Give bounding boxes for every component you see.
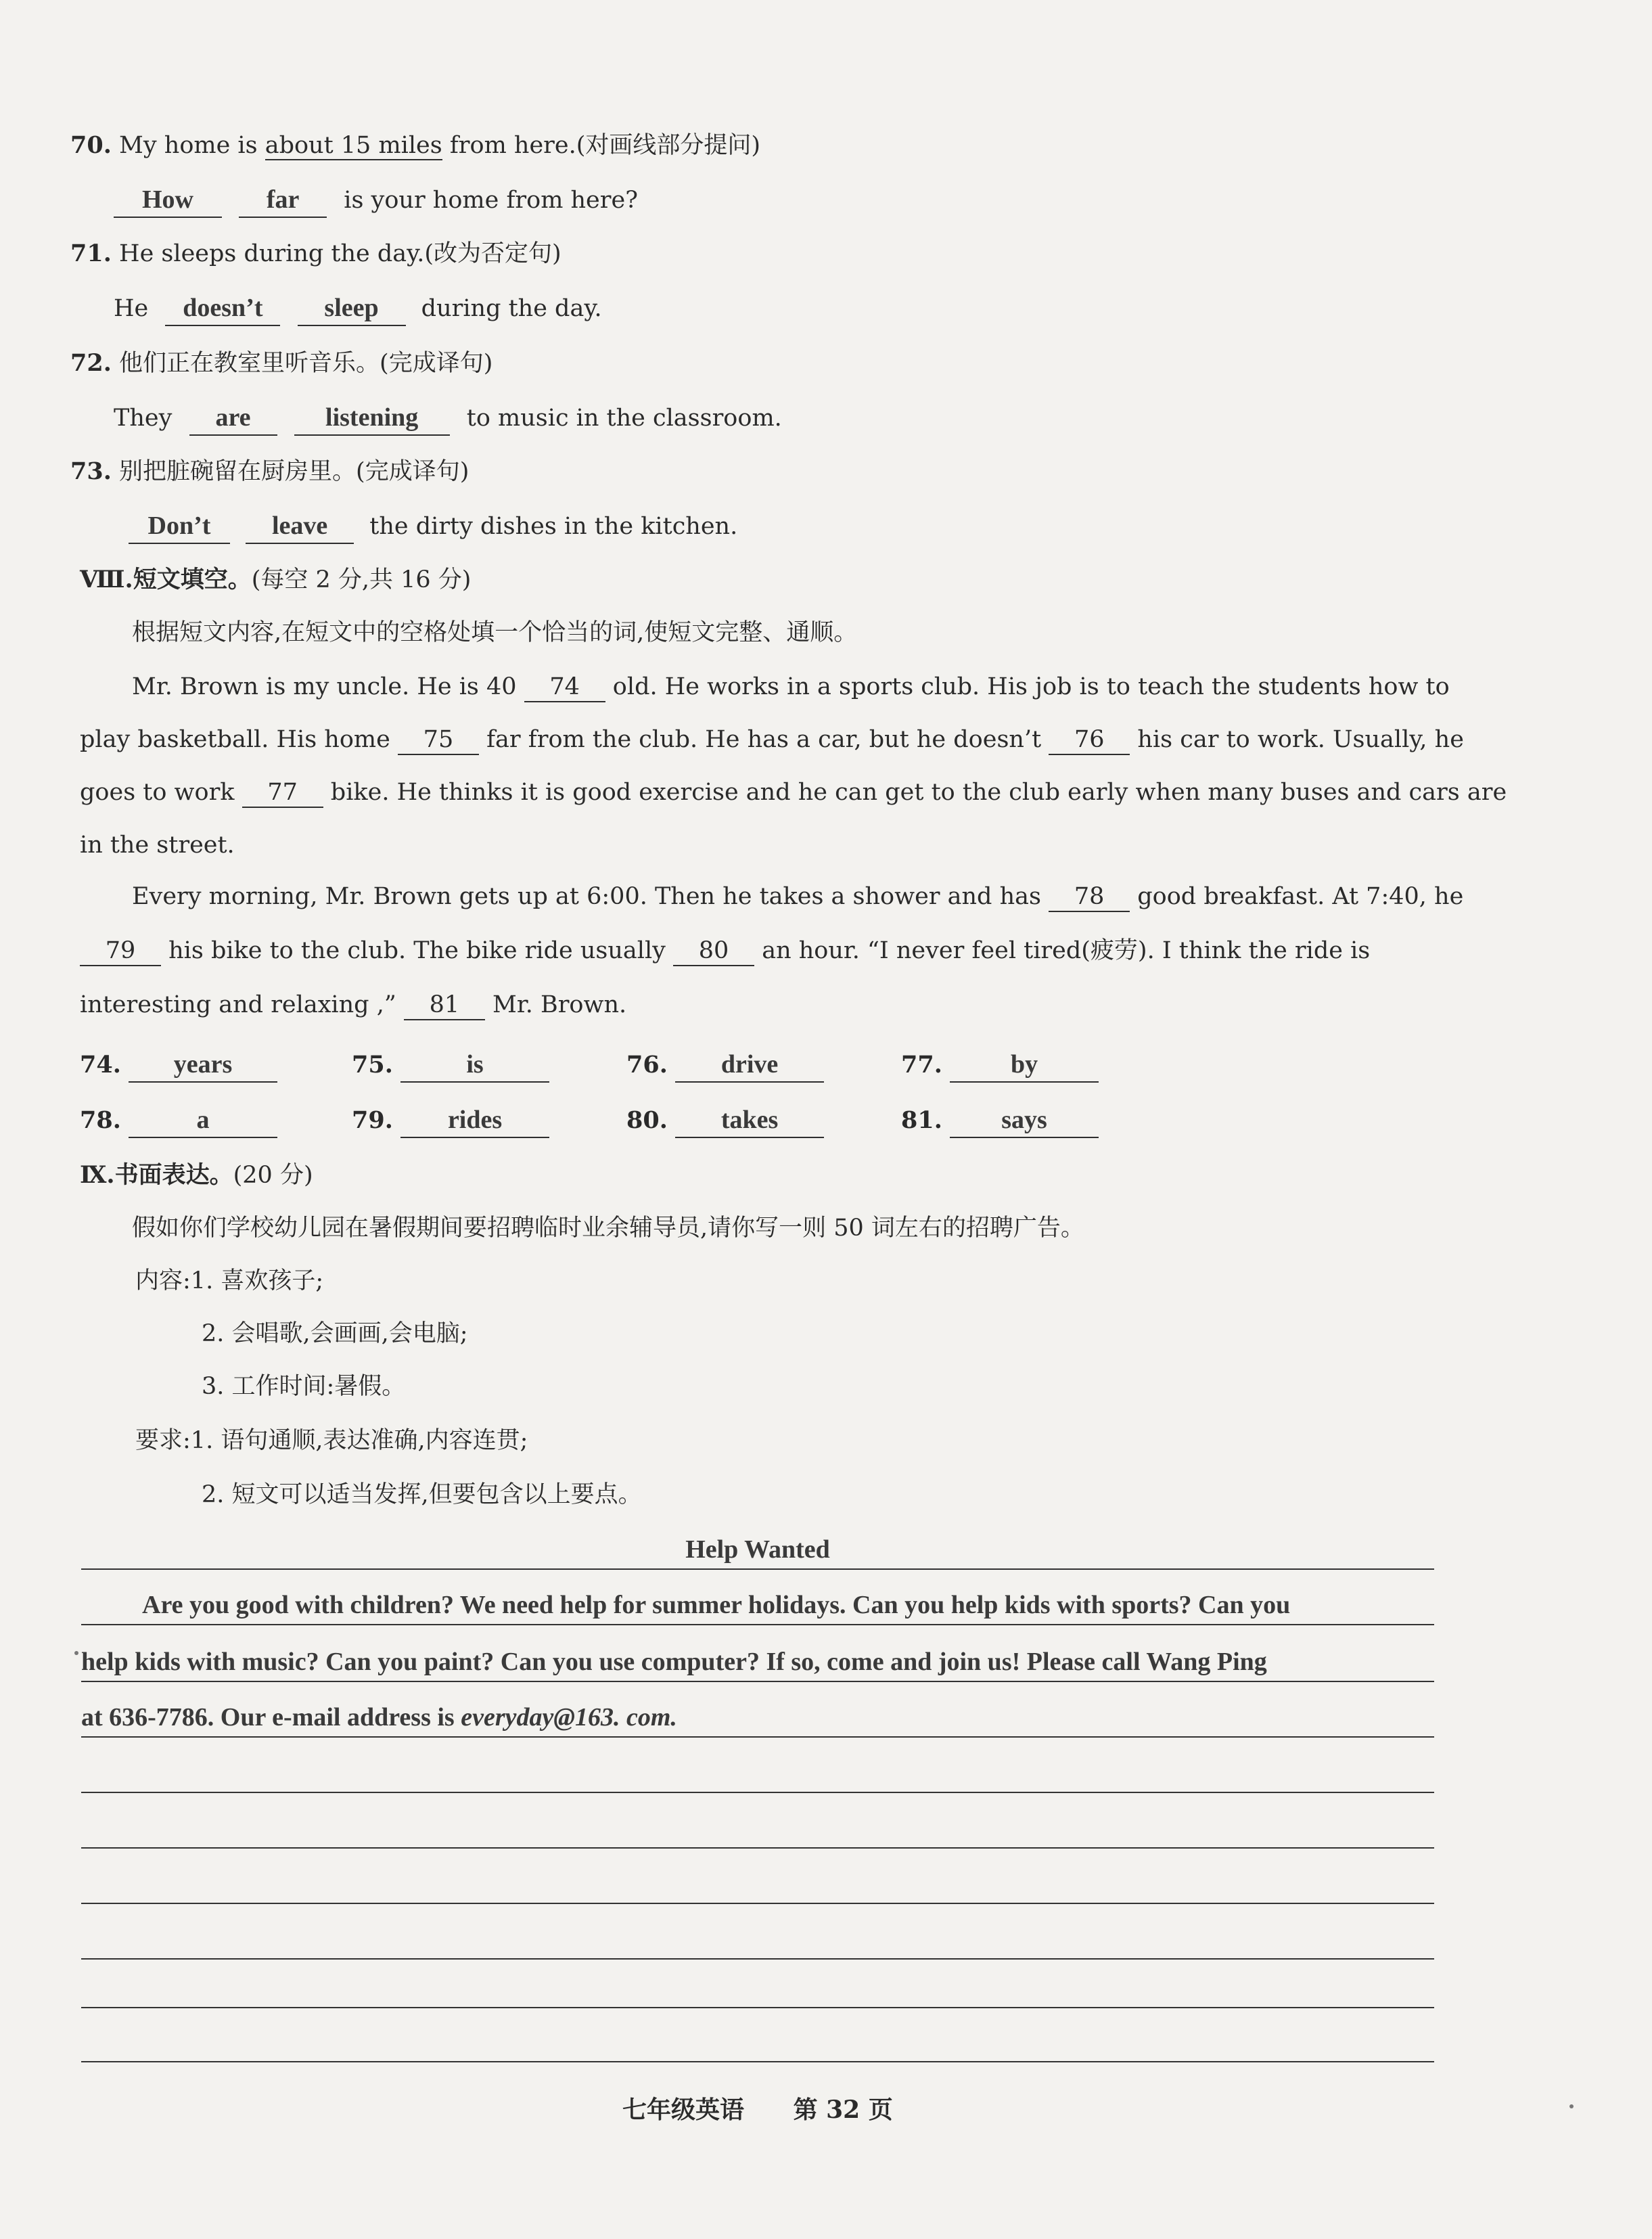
answer-value: by — [950, 1047, 1099, 1083]
blank-81: 81 — [404, 991, 485, 1020]
answer-value: rides — [400, 1103, 549, 1138]
q73-answer-line — [129, 509, 737, 544]
q72-answer-1: are — [189, 401, 277, 436]
passage-line-6 — [80, 934, 1370, 968]
blank-78: 78 — [1049, 882, 1130, 912]
writing-line — [81, 1736, 1434, 1738]
section-8-score: (每空 2 分,共 16 分) — [251, 566, 472, 593]
passage-line-2 — [80, 723, 1464, 756]
q70-answer-line — [114, 183, 638, 218]
answer-number: 77. — [901, 1051, 942, 1079]
q72-answer-2: listening — [294, 401, 450, 436]
q70-text-after: from here. — [442, 132, 576, 159]
answer-value: drive — [675, 1047, 824, 1083]
q71-number: 71. — [70, 240, 112, 267]
passage-text: an hour. “I never feel tired(疲劳). I think the ride is — [762, 937, 1371, 964]
passage-text: old. He works in a sports club. His job is to teach the students how to — [612, 673, 1450, 700]
content-item-3: 3. 工作时间:暑假。 — [202, 1373, 406, 1400]
q73-answer-2: leave — [246, 509, 354, 544]
q70-answer-1: How — [114, 183, 222, 218]
q73-text: 别把脏碗留在厨房里。(完成译句) — [119, 458, 469, 485]
content-item-2: 2. 会唱歌,会画画,会电脑; — [202, 1320, 468, 1347]
essay-line-1: Are you good with children? We need help for summer holidays. Can you help kids with sports? Can you — [142, 1591, 1291, 1619]
page-footer — [622, 2091, 893, 2125]
passage-line-7 — [80, 988, 626, 1022]
blank-76: 76 — [1049, 725, 1130, 755]
q72-tail: to music in the classroom. — [466, 405, 782, 432]
passage-line-4: in the street. — [80, 832, 235, 859]
section-9-prompt: 假如你们学校幼儿园在暑假期间要招聘临时业余辅导员,请你写一则 50 词左右的招聘广告。 — [132, 1215, 1084, 1242]
answer-number: 74. — [80, 1051, 121, 1079]
q70-instruction: (对画线部分提问) — [576, 132, 761, 159]
section-9-title: 书面表达。 — [114, 1161, 233, 1189]
passage-text: his car to work. Usually, he — [1137, 726, 1464, 753]
passage-line-5 — [132, 880, 1463, 913]
passage-text: good breakfast. At 7:40, he — [1137, 883, 1464, 910]
q70-underlined-phrase: about 15 miles — [265, 132, 442, 159]
passage-text: bike. He thinks it is good exercise and he can get to the club early when many buses and cars are — [330, 779, 1507, 806]
q71-answer-1: doesn’t — [165, 291, 280, 326]
writing-line — [81, 1624, 1434, 1625]
answer-number: 76. — [626, 1051, 668, 1079]
writing-line — [81, 1792, 1434, 1793]
blank-77: 77 — [242, 778, 323, 808]
essay-title: Help Wanted — [685, 1535, 830, 1564]
answer-number: 78. — [80, 1106, 121, 1134]
passage-text: Mr. Brown is my uncle. He is 40 — [132, 673, 517, 700]
answer-value: says — [950, 1103, 1099, 1138]
answer-76 — [626, 1047, 824, 1083]
essay-line-3 — [81, 1702, 1434, 1732]
writing-line — [81, 2007, 1434, 2008]
q72-question — [70, 346, 492, 380]
q72-text: 他们正在教室里听音乐。(完成译句) — [119, 350, 493, 377]
answer-75 — [352, 1047, 549, 1083]
q71-question — [70, 237, 561, 271]
passage-text: interesting and relaxing ,” — [80, 991, 396, 1018]
passage-text: far from the club. He has a car, but he doesn’t — [486, 726, 1042, 753]
section-9-number: Ⅸ. — [80, 1161, 115, 1189]
requirement-label: 要求: — [135, 1427, 191, 1454]
scan-speck — [74, 1651, 78, 1655]
writing-line — [81, 2061, 1434, 2062]
q70-question — [70, 129, 760, 162]
essay-text: at 636-7786. Our e-mail address is — [81, 1703, 461, 1732]
answer-value: years — [129, 1047, 277, 1083]
q73-tail: the dirty dishes in the kitchen. — [369, 513, 738, 540]
blank-80: 80 — [673, 936, 754, 966]
q73-answer-1: Don’t — [129, 509, 230, 544]
q70-number: 70. — [70, 131, 112, 159]
answer-value: a — [129, 1103, 277, 1138]
content-text: 1. 喜欢孩子; — [190, 1267, 324, 1294]
passage-text: Mr. Brown. — [492, 991, 627, 1018]
section-9-heading — [80, 1158, 313, 1192]
answer-number: 80. — [626, 1106, 668, 1134]
q72-lead: They — [114, 405, 173, 432]
q71-instruction: (改为否定句) — [424, 240, 561, 267]
answer-81 — [901, 1103, 1099, 1138]
q70-tail: is your home from here? — [344, 187, 638, 214]
passage-text: goes to work — [80, 779, 235, 806]
writing-line — [81, 1681, 1434, 1682]
content-item-1 — [135, 1264, 323, 1298]
blank-79: 79 — [80, 936, 161, 966]
writing-line — [81, 1958, 1434, 1960]
section-9-score: (20 分) — [233, 1162, 313, 1189]
section-8-heading — [80, 563, 471, 597]
footer-page-number: 第 32 页 — [793, 2096, 893, 2124]
q71-lead: He — [114, 295, 149, 322]
answer-number: 81. — [901, 1106, 942, 1134]
passage-line-3 — [80, 775, 1507, 809]
passage-text: play basketball. His home — [80, 726, 390, 753]
answer-74 — [80, 1047, 277, 1083]
section-8-title: 短文填空。 — [133, 566, 252, 593]
answer-77 — [901, 1047, 1099, 1083]
essay-line-2: help kids with music? Can you paint? Can you use computer? If so, come and join us! Please call Wang Ping — [81, 1648, 1267, 1676]
passage-line-1 — [132, 670, 1450, 704]
q70-answer-2: far — [239, 183, 327, 218]
writing-line — [81, 1903, 1434, 1904]
answer-value: takes — [675, 1103, 824, 1138]
blank-74: 74 — [524, 673, 605, 702]
requirement-item-1 — [135, 1424, 528, 1457]
answer-value: is — [400, 1047, 549, 1083]
q73-question — [70, 455, 469, 489]
section-8-number: Ⅷ. — [80, 566, 133, 593]
q71-answer-2: sleep — [298, 291, 406, 326]
passage-text: Every morning, Mr. Brown gets up at 6:00. Then he takes a shower and has — [132, 883, 1041, 910]
content-label: 内容: — [135, 1267, 191, 1294]
blank-75: 75 — [398, 725, 479, 755]
requirement-item-2: 2. 短文可以适当发挥,但要包含以上要点。 — [202, 1481, 642, 1508]
q73-number: 73. — [70, 457, 112, 485]
q72-number: 72. — [70, 349, 112, 377]
q70-text-before: My home is — [119, 132, 265, 159]
q71-text: He sleeps during the day. — [119, 240, 425, 267]
q71-answer-line — [114, 291, 602, 326]
writing-line — [81, 1847, 1434, 1849]
writing-line — [81, 1568, 1434, 1570]
scan-speck — [1569, 2104, 1574, 2108]
q72-answer-line — [114, 401, 782, 436]
section-8-instruction: 根据短文内容,在短文中的空格处填一个恰当的词,使短文完整、通顺。 — [132, 619, 858, 646]
q71-tail: during the day. — [421, 295, 602, 322]
answer-80 — [626, 1103, 824, 1138]
answer-78 — [80, 1103, 277, 1138]
requirement-text: 1. 语句通顺,表达准确,内容连贯; — [190, 1427, 528, 1454]
answer-number: 79. — [352, 1106, 393, 1134]
passage-text: his bike to the club. The bike ride usually — [168, 937, 666, 964]
answer-number: 75. — [352, 1051, 393, 1079]
answer-79 — [352, 1103, 549, 1138]
footer-grade-subject: 七年级英语 — [622, 2096, 745, 2124]
email-address: everyday@163. com. — [461, 1703, 677, 1732]
